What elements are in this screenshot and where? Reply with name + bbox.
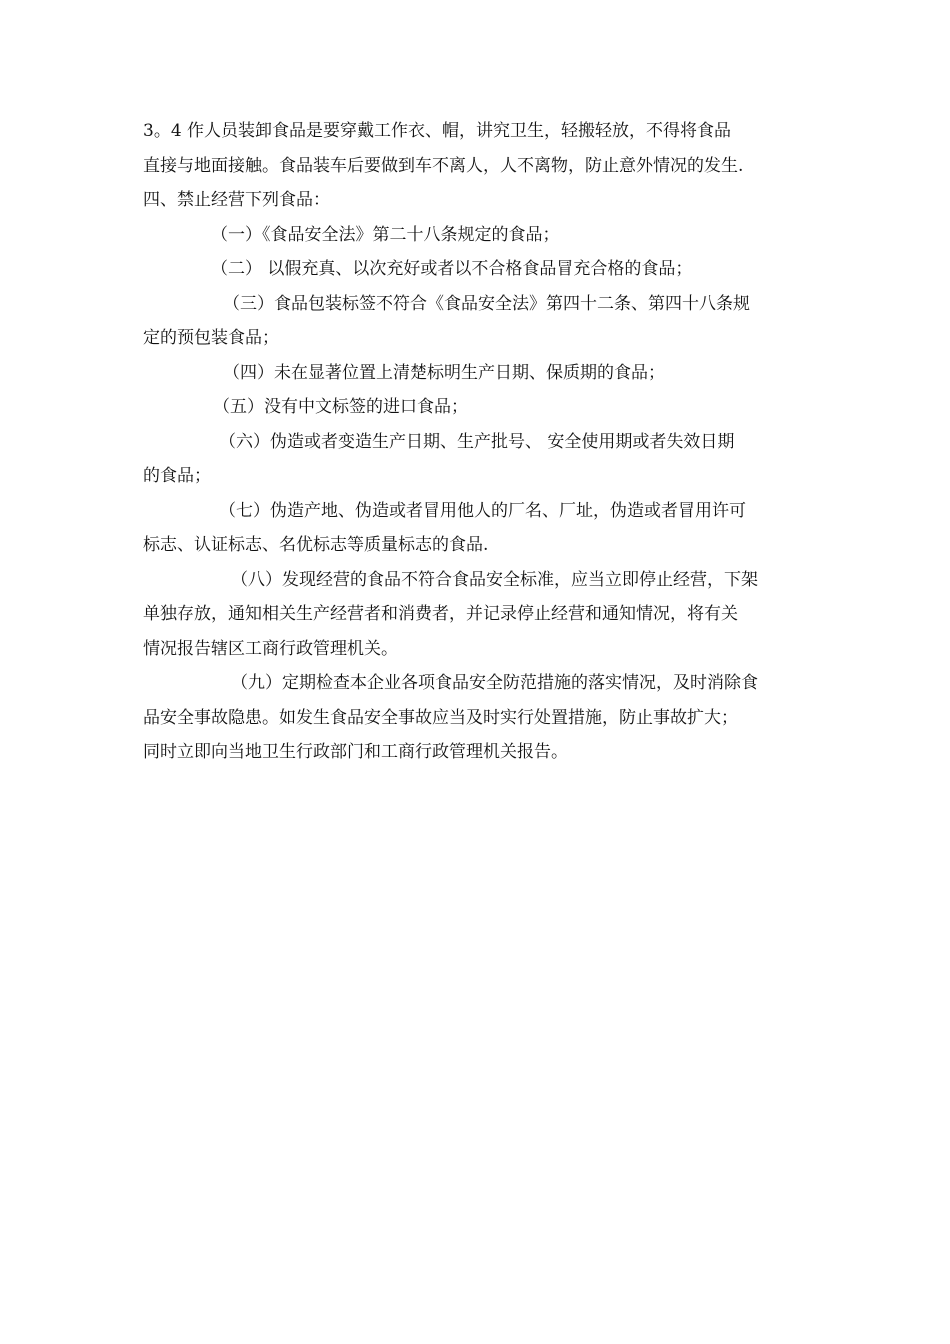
text-line: 单独存放，通知相关生产经营者和消费者，并记录停止经营和通知情况，将有关 — [143, 604, 738, 624]
text-line: （四）未在显著位置上清楚标明生产日期、保质期的食品； — [223, 362, 665, 383]
list-item-5 — [143, 390, 823, 425]
list-item-1 — [143, 218, 823, 253]
list-item-4 — [143, 356, 823, 391]
list-item-9 — [143, 666, 823, 770]
list-item-7 — [143, 494, 823, 563]
list-item-3 — [143, 287, 823, 356]
text-line: 3。4 作人员装卸食品是要穿戴工作衣、帽，讲究卫生，轻搬轻放，不得将食品 — [143, 121, 732, 141]
text-line: 标志、认证标志、名优标志等质量标志的食品. — [143, 535, 489, 555]
text-line: 情况报告辖区工商行政管理机关。 — [143, 638, 398, 659]
text-line: 直接与地面接触。食品装车后要做到车不离人，人不离物，防止意外情况的发生. — [143, 155, 744, 176]
text-line: （二） 以假充真、以次充好或者以不合格食品冒充合格的食品； — [211, 259, 693, 279]
text-line: 品安全事故隐患。如发生食品安全事故应当及时实行处置措施，防止事故扩大； — [143, 707, 738, 728]
section-heading: 四、禁止经营下列食品： — [143, 190, 330, 210]
document-body — [143, 114, 823, 770]
text-line: （九）定期检查本企业各项食品安全防范措施的落实情况，及时消除食 — [231, 673, 758, 693]
text-line: （八）发现经营的食品不符合食品安全标准，应当立即停止经营，下架 — [231, 569, 758, 590]
text-line: 定的预包装食品； — [143, 328, 279, 348]
text-line: （七）伪造产地、伪造或者冒用他人的厂名、厂址，伪造或者冒用许可 — [219, 500, 746, 521]
text-line: （五）没有中文标签的进口食品； — [213, 397, 468, 417]
list-item-2 — [143, 252, 823, 287]
text-line: 的食品； — [143, 466, 211, 486]
list-item-8 — [143, 563, 823, 667]
text-line: 同时立即向当地卫生行政部门和工商行政管理机关报告。 — [143, 742, 568, 762]
text-line: （三）食品包装标签不符合《食品安全法》第四十二条、第四十八条规 — [223, 293, 750, 314]
text-line: （六）伪造或者变造生产日期、生产批号、 安全使用期或者失效日期 — [219, 431, 735, 452]
list-item-6 — [143, 425, 823, 494]
text-line: （一）《食品安全法》第二十八条规定的食品； — [211, 224, 560, 245]
paragraph-staff-handling — [143, 114, 823, 218]
